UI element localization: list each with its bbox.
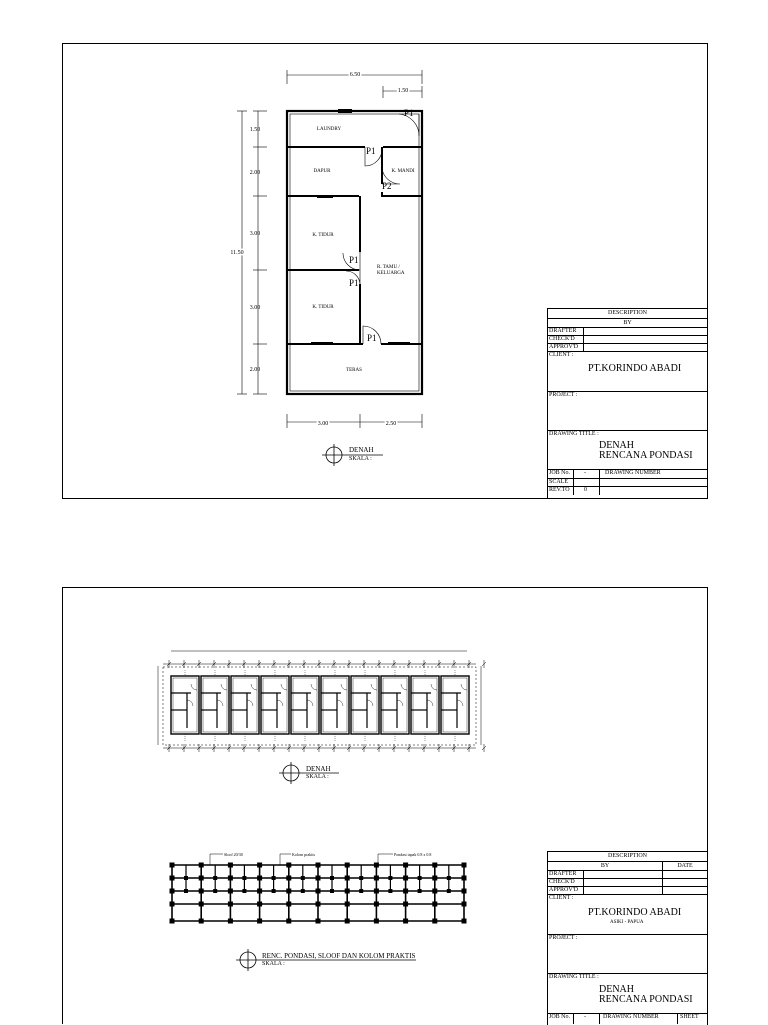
unit-wall bbox=[171, 676, 199, 734]
unit-wall bbox=[231, 676, 259, 734]
foundation-footing bbox=[257, 919, 262, 924]
foundation-footing bbox=[345, 876, 350, 881]
plan1-scale: SKALA : bbox=[306, 774, 329, 780]
foundation-footing bbox=[316, 919, 321, 924]
kolom-praktis bbox=[447, 876, 451, 880]
foundation-footing bbox=[199, 919, 204, 924]
unit-wall-inner bbox=[233, 678, 257, 732]
unit-door-swing bbox=[431, 684, 437, 690]
tb2-by: BY bbox=[548, 862, 663, 870]
title-block-1 bbox=[547, 308, 708, 499]
tb2-job-no: JOB No. bbox=[549, 1014, 571, 1020]
tb2-job-val: - bbox=[584, 1014, 586, 1020]
foundation-footing bbox=[170, 863, 175, 868]
housing-unit bbox=[411, 670, 439, 741]
kolom-praktis bbox=[447, 889, 451, 893]
unit-wall-inner bbox=[413, 678, 437, 732]
tb2-drawing-title bbox=[599, 985, 693, 1005]
foundation-footing bbox=[345, 902, 350, 907]
housing-unit bbox=[261, 670, 289, 741]
unit-wall bbox=[261, 676, 289, 734]
foundation-footing bbox=[432, 919, 437, 924]
tb2-date: DATE bbox=[677, 863, 693, 869]
unit-door-swing bbox=[371, 684, 377, 690]
foundation-footing bbox=[462, 919, 467, 924]
door-tag-5: P1 bbox=[349, 278, 359, 288]
tb-approvd: APPROV'D bbox=[549, 344, 579, 350]
unit-door-swing bbox=[427, 700, 433, 706]
foundation-footing bbox=[286, 902, 291, 907]
kolom-praktis bbox=[213, 876, 217, 880]
callout-kolom: Kolom praktis bbox=[292, 852, 315, 857]
tb-drawing-title-label: DRAWING TITLE : bbox=[549, 431, 599, 437]
unit-door-swing bbox=[337, 700, 343, 706]
foundation-footing bbox=[286, 863, 291, 868]
foundation-footing bbox=[316, 889, 321, 894]
door-tag-3: P2 bbox=[382, 181, 392, 191]
foundation-footing bbox=[228, 863, 233, 868]
kolom-praktis bbox=[242, 876, 246, 880]
kolom-praktis bbox=[359, 876, 363, 880]
unit-wall-inner bbox=[353, 678, 377, 732]
dim-top-right: 1.50 bbox=[397, 88, 409, 94]
tb-scale: SCALE bbox=[549, 479, 569, 485]
foundation-footing bbox=[345, 919, 350, 924]
door-tag-6: P1 bbox=[367, 333, 377, 343]
unit-door-swing bbox=[247, 700, 253, 706]
plan2-title: RENC. PONDASI, SLOOF DAN KOLOM PRAKTIS bbox=[262, 952, 416, 960]
tb-client-name: PT.KORINDO ABADI bbox=[588, 363, 682, 374]
foundation-footing bbox=[257, 863, 262, 868]
foundation-footing bbox=[345, 863, 350, 868]
tb-job-no: JOB No. bbox=[549, 470, 571, 476]
foundation-footing bbox=[170, 876, 175, 881]
foundation-footing bbox=[316, 863, 321, 868]
kolom-praktis bbox=[184, 876, 188, 880]
plan1-title: DENAH bbox=[306, 765, 331, 773]
kolom-praktis bbox=[388, 876, 392, 880]
unit-door-swing bbox=[217, 700, 223, 706]
housing-unit bbox=[291, 670, 319, 741]
room-r-tamu-line1: R. TAMU / bbox=[377, 265, 400, 270]
unit-wall bbox=[381, 676, 409, 734]
dimension-lines-bottom bbox=[287, 414, 422, 428]
foundation-footing bbox=[170, 889, 175, 894]
foundation-footing bbox=[257, 889, 262, 894]
foundation-footing bbox=[257, 902, 262, 907]
unit-wall-inner bbox=[383, 678, 407, 732]
foundation-footing bbox=[316, 902, 321, 907]
unit-door-swing bbox=[281, 684, 287, 690]
dim-row-2: 2.00 bbox=[249, 170, 261, 176]
dim-bottom-right: 2.50 bbox=[385, 421, 397, 427]
title-block-2 bbox=[547, 851, 708, 1025]
unit-door-swing bbox=[251, 684, 257, 690]
plan2-foundation-grid bbox=[170, 863, 467, 924]
foundation-footing bbox=[462, 876, 467, 881]
housing-unit bbox=[171, 670, 199, 741]
door-tag-2: P1 bbox=[366, 146, 376, 156]
dim-row-5: 2.00 bbox=[249, 367, 261, 373]
unit-door-swing bbox=[341, 684, 347, 690]
foundation-footing bbox=[199, 902, 204, 907]
foundation-footing bbox=[374, 876, 379, 881]
kolom-praktis bbox=[388, 889, 392, 893]
unit-wall bbox=[201, 676, 229, 734]
foundation-footing bbox=[374, 889, 379, 894]
foundation-footing bbox=[432, 889, 437, 894]
unit-wall bbox=[441, 676, 469, 734]
housing-unit bbox=[351, 670, 379, 741]
tb-checkd: CHECK'D bbox=[549, 336, 575, 342]
tb2-project-label: PROJECT : bbox=[549, 935, 578, 941]
kolom-praktis bbox=[301, 889, 305, 893]
foundation-footing bbox=[228, 889, 233, 894]
kolom-praktis bbox=[301, 876, 305, 880]
foundation-footing bbox=[228, 876, 233, 881]
plan2-scale: SKALA : bbox=[262, 961, 285, 967]
tb2-drawing-title-2: RENCANA PONDASI bbox=[599, 994, 693, 1005]
kolom-praktis bbox=[359, 889, 363, 893]
tb-drawing-title-1: DENAH bbox=[599, 440, 634, 451]
tb-drawing-title bbox=[599, 441, 693, 461]
foundation-footing bbox=[403, 889, 408, 894]
room-dapur: DAPUR bbox=[313, 169, 331, 174]
housing-unit bbox=[231, 670, 259, 741]
kolom-praktis bbox=[242, 889, 246, 893]
dim-total-width: 6.50 bbox=[349, 72, 361, 78]
foundation-footing bbox=[374, 919, 379, 924]
tb2-drafter: DRAFTER bbox=[549, 871, 577, 877]
foundation-footing bbox=[170, 902, 175, 907]
unit-wall-inner bbox=[173, 678, 197, 732]
plan1-housing-units bbox=[171, 670, 469, 741]
foundation-footing bbox=[286, 876, 291, 881]
unit-door-swing bbox=[277, 700, 283, 706]
foundation-footing bbox=[462, 863, 467, 868]
foundation-footing bbox=[228, 902, 233, 907]
unit-door-swing bbox=[457, 700, 463, 706]
unit-wall-inner bbox=[443, 678, 467, 732]
unit-door-swing bbox=[397, 700, 403, 706]
housing-unit bbox=[441, 670, 469, 741]
unit-door-swing bbox=[461, 684, 467, 690]
tb2-approvd: APPROV'D bbox=[549, 887, 579, 893]
unit-door-swing bbox=[187, 700, 193, 706]
foundation-footing bbox=[316, 876, 321, 881]
tb2-client-label: CLIENT : bbox=[549, 895, 574, 901]
foundation-footing bbox=[403, 863, 408, 868]
kolom-praktis bbox=[330, 889, 334, 893]
dim-row-4: 3.00 bbox=[249, 305, 261, 311]
room-k-tidur-2: K. TIDUR bbox=[312, 305, 334, 310]
unit-door-swing bbox=[221, 684, 227, 690]
kolom-praktis bbox=[272, 889, 276, 893]
dim-row-1: 1.50 bbox=[249, 127, 261, 133]
foundation-footing bbox=[228, 919, 233, 924]
unit-wall bbox=[291, 676, 319, 734]
foundation-footing bbox=[374, 902, 379, 907]
unit-door-swing bbox=[401, 684, 407, 690]
tb-drafter: DRAFTER bbox=[549, 328, 577, 334]
tb-rev-val: 0 bbox=[584, 487, 587, 493]
dim-bottom-left: 3.00 bbox=[317, 421, 329, 427]
kolom-praktis bbox=[213, 889, 217, 893]
tb-client-label: CLIENT : bbox=[549, 352, 574, 358]
room-k-tidur-1: K. TIDUR bbox=[312, 233, 334, 238]
callout-pondasi: Pondasi tapak 0.8 x 0.8 bbox=[394, 852, 432, 857]
foundation-footing bbox=[199, 876, 204, 881]
dim-row-3: 3.00 bbox=[249, 231, 261, 237]
foundation-footing bbox=[170, 919, 175, 924]
foundation-footing bbox=[462, 889, 467, 894]
tb-by: BY bbox=[548, 319, 707, 328]
callout-sloof: Sloof 20/30 bbox=[224, 852, 243, 857]
room-laundry: LAUNDRY bbox=[316, 127, 342, 132]
unit-wall-inner bbox=[293, 678, 317, 732]
room-r-tamu-line2: KELUARGA bbox=[377, 271, 405, 276]
foundation-footing bbox=[432, 876, 437, 881]
foundation-footing bbox=[199, 889, 204, 894]
foundation-footing bbox=[403, 876, 408, 881]
kolom-praktis bbox=[418, 889, 422, 893]
kolom-praktis bbox=[330, 876, 334, 880]
plan-title: DENAH bbox=[349, 446, 374, 454]
unit-wall-inner bbox=[203, 678, 227, 732]
unit-wall bbox=[351, 676, 379, 734]
foundation-footing bbox=[432, 902, 437, 907]
tb2-checkd: CHECK'D bbox=[549, 879, 575, 885]
tb2-description: DESCRIPTION bbox=[548, 852, 707, 862]
foundation-footing bbox=[403, 902, 408, 907]
housing-unit bbox=[381, 670, 409, 741]
unit-wall bbox=[411, 676, 439, 734]
unit-door-swing bbox=[367, 700, 373, 706]
unit-wall-inner bbox=[263, 678, 287, 732]
unit-wall-inner bbox=[323, 678, 347, 732]
foundation-footing bbox=[345, 889, 350, 894]
tb2-sheet: SHEET bbox=[680, 1014, 699, 1020]
tb2-drawing-title-1: DENAH bbox=[599, 984, 634, 995]
unit-door-swing bbox=[311, 684, 317, 690]
tb2-client-location: ASIKI - PAPUA bbox=[610, 920, 644, 925]
housing-unit bbox=[201, 670, 229, 741]
foundation-footing bbox=[403, 919, 408, 924]
tb-project-label: PROJECT : bbox=[549, 392, 578, 398]
door-tag-1: P1 bbox=[404, 108, 414, 118]
drawing-sheet-1 bbox=[62, 43, 708, 499]
plan-scale: SKALA : bbox=[349, 456, 372, 462]
foundation-footing bbox=[432, 863, 437, 868]
tb-rev-to: REV.TO bbox=[549, 487, 570, 493]
foundation-footing bbox=[462, 902, 467, 907]
tb2-drawing-number: DRAWING NUMBER bbox=[603, 1014, 659, 1020]
plan-walls bbox=[287, 111, 422, 394]
foundation-footing bbox=[199, 863, 204, 868]
unit-door-swing bbox=[191, 684, 197, 690]
room-k-mandi: K. MANDI bbox=[391, 169, 415, 174]
kolom-praktis bbox=[272, 876, 276, 880]
foundation-footing bbox=[257, 876, 262, 881]
tb2-client-name: PT.KORINDO ABADI bbox=[588, 907, 682, 918]
foundation-footing bbox=[286, 889, 291, 894]
unit-door-swing bbox=[307, 700, 313, 706]
dim-total-height: 11.50 bbox=[230, 250, 244, 256]
tb-drawing-title-2: RENCANA PONDASI bbox=[599, 450, 693, 461]
kolom-praktis bbox=[418, 876, 422, 880]
tb-job-val: - bbox=[584, 470, 586, 476]
door-tag-4: P1 bbox=[349, 255, 359, 265]
housing-unit bbox=[321, 670, 349, 741]
room-teras: TERAS bbox=[346, 368, 362, 373]
tb-drawing-number: DRAWING NUMBER bbox=[605, 470, 661, 476]
unit-wall bbox=[321, 676, 349, 734]
kolom-praktis bbox=[184, 889, 188, 893]
drawing-sheet-2 bbox=[62, 587, 708, 1024]
tb-description: DESCRIPTION bbox=[548, 309, 707, 319]
foundation-footing bbox=[286, 919, 291, 924]
tb2-drawing-title-label: DRAWING TITLE : bbox=[549, 974, 599, 980]
